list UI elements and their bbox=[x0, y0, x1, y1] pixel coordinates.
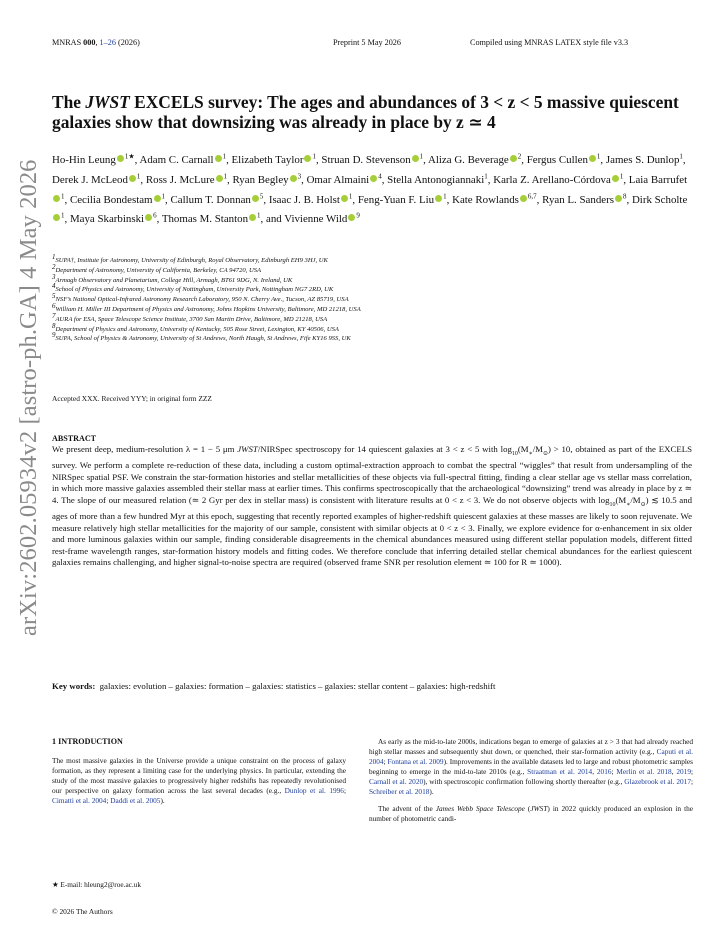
author-name: Karla Z. Arellano-Córdova bbox=[493, 173, 611, 186]
author-affiliation-mark: 1 bbox=[484, 172, 488, 181]
author-affiliation-mark: 2 bbox=[517, 152, 522, 161]
author-name: Vivienne Wild bbox=[284, 213, 348, 226]
author-affiliation-mark: 8 bbox=[622, 191, 627, 200]
citation-link[interactable]: Glazebrook et al. 2017 bbox=[624, 776, 691, 786]
pages-link[interactable]: 1–26 bbox=[99, 38, 116, 47]
citation-link[interactable]: Merlin et al. 2018 bbox=[616, 766, 672, 776]
author-name: Laia Barrufet bbox=[628, 173, 688, 186]
author-name: Feng-Yuan F. Liu bbox=[357, 193, 435, 206]
author-name: Maya Skarbinski bbox=[69, 213, 145, 226]
author-affiliation-mark: 9 bbox=[356, 211, 360, 220]
orcid-icon[interactable] bbox=[249, 214, 256, 221]
orcid-icon[interactable] bbox=[145, 214, 152, 221]
citation-link[interactable]: Cimatti et al. 2004 bbox=[52, 795, 107, 805]
intro-text: The advent of the bbox=[378, 804, 436, 814]
author-affiliation-mark: 1 bbox=[419, 152, 424, 161]
orcid-icon[interactable] bbox=[53, 214, 60, 221]
orcid-icon[interactable] bbox=[615, 195, 622, 202]
affiliation-text: Department of Astronomy, University of California, Berkeley, CA 94720, USA bbox=[55, 266, 262, 274]
orcid-icon[interactable] bbox=[215, 155, 222, 162]
author-affiliation-mark: 5 bbox=[259, 191, 264, 200]
author-name: Elizabeth Taylor bbox=[231, 154, 304, 166]
author-affiliation-mark: 6 bbox=[153, 211, 157, 220]
intro-column-left: The most massive galaxies in the Universe provide a unique constraint on the process of galaxy formation, as they represent a limiting case for the underlying physics. In particular, extending the study of the most massive galaxies to progressively higher redshifts has repeatedly revolutionised our perspective on galaxy formation across the last several decades (e.g., Dunlop et al. 1996; Cimatti et al. 2004; Daddi et al. 2005). bbox=[52, 756, 346, 805]
affiliation bbox=[52, 331, 692, 344]
abstract-heading: ABSTRACT bbox=[52, 434, 97, 443]
author-affiliation-mark: 1 bbox=[348, 191, 353, 200]
citation-link[interactable]: Carnall et al. 2020 bbox=[369, 776, 424, 786]
orcid-icon[interactable] bbox=[117, 155, 124, 162]
orcid-icon[interactable] bbox=[612, 175, 619, 182]
affiliation-text: NSF’s National Optical-Infrared Astronomy Research Laboratory, 950 N. Cherry Ave., Tucson, AZ 85719, USA bbox=[55, 296, 349, 304]
citation-link[interactable]: Straatman et al. 2014 bbox=[527, 766, 593, 776]
intro-text: ). Improvements in the available datasets led to large and robust photometric samples beginning to emerge in the mid-to-late 2010s (e.g., bbox=[369, 756, 694, 776]
copyright: © 2026 The Authors bbox=[52, 907, 113, 916]
author-affiliation-mark: 1 bbox=[596, 152, 601, 161]
author-affiliation-mark: 1 bbox=[61, 191, 65, 200]
affiliation-number: 3 bbox=[52, 272, 56, 281]
orcid-icon[interactable] bbox=[510, 155, 517, 162]
author-affiliation-mark: 1 bbox=[443, 191, 447, 200]
orcid-icon[interactable] bbox=[412, 155, 419, 162]
citation-link[interactable]: Caputi et al. 2004 bbox=[369, 746, 694, 766]
author-name: Derek J. McLeod bbox=[52, 173, 128, 186]
author-affiliation-mark: 1 bbox=[619, 172, 624, 181]
author-affiliation-mark: 4 bbox=[378, 172, 382, 181]
section-heading-introduction: 1 INTRODUCTION bbox=[52, 737, 123, 746]
author-name: Stella Antonogiannaki bbox=[387, 173, 485, 186]
orcid-icon[interactable] bbox=[129, 175, 136, 182]
affiliation-text: SUPA, School of Physics & Astronomy, University of St Andrews, North Haugh, St Andrews, Fife KY16 9SS, UK bbox=[55, 335, 351, 343]
orcid-icon[interactable] bbox=[435, 195, 442, 202]
affiliation bbox=[52, 272, 692, 286]
author-affiliation-mark: 3 bbox=[297, 172, 302, 181]
author-affiliation-mark: 1 bbox=[136, 172, 141, 181]
paper-title: The JWST EXCELS survey: The ages and abundances of 3 < z < 5 massive quiescent galaxies show that downsizing was already in place by z ≃ 4 bbox=[52, 92, 679, 132]
affiliation-number: 4 bbox=[52, 282, 56, 291]
author-affiliation-mark: 1 bbox=[222, 152, 227, 161]
author-name: Omar Almaini bbox=[306, 173, 370, 186]
orcid-icon[interactable] bbox=[53, 195, 60, 202]
accepted-line: Accepted XXX. Received YYY; in original form ZZZ bbox=[52, 394, 212, 403]
author-name: Ho-Hin Leung bbox=[52, 154, 116, 166]
affiliation bbox=[52, 262, 692, 276]
orcid-icon[interactable] bbox=[589, 155, 596, 162]
author-name: James S. Dunlop bbox=[605, 154, 680, 166]
author-name: Isaac J. B. Holst bbox=[268, 193, 340, 206]
author-name: Kate Rowlands bbox=[452, 193, 519, 206]
author-name: Thomas M. Stanton bbox=[161, 213, 249, 226]
author-name: Ryan Begley bbox=[232, 173, 289, 186]
author-affiliation-mark: 1 bbox=[161, 191, 166, 200]
affiliation-text: SUPA†, Institute for Astronomy, University of Edinburgh, Royal Observatory, Edinburgh EH9 3HJ, UK bbox=[55, 257, 328, 264]
author-name: Adam C. Carnall bbox=[139, 154, 214, 166]
affiliation-number: 8 bbox=[52, 321, 56, 330]
affiliation-number: 6 bbox=[52, 301, 56, 310]
intro-text-italic: James Webb Space Telescope bbox=[435, 804, 525, 814]
author-affiliation-mark: 6,7 bbox=[527, 191, 537, 200]
orcid-icon[interactable] bbox=[154, 195, 161, 202]
affiliation-number: 5 bbox=[52, 292, 56, 300]
affiliation-list bbox=[52, 252, 692, 344]
citation-link[interactable]: 2016 bbox=[596, 766, 612, 776]
affiliation bbox=[52, 321, 692, 335]
orcid-icon[interactable] bbox=[304, 155, 311, 162]
author-affiliation-mark: 1 bbox=[257, 211, 261, 220]
orcid-icon[interactable] bbox=[290, 175, 297, 182]
affiliation bbox=[52, 301, 692, 315]
intro-text-italic: JWST bbox=[530, 804, 548, 814]
intro-paragraph bbox=[369, 804, 693, 824]
author-name: Callum T. Donnan bbox=[170, 193, 251, 206]
preprint-date: Preprint 5 May 2026 bbox=[333, 38, 401, 47]
author-affiliation-mark: 1★ bbox=[124, 152, 135, 161]
orcid-icon[interactable] bbox=[348, 214, 355, 221]
affiliation-text: Armagh Observatory and Planetarium, College Hill, Armagh, BT61 9DG, N. Ireland, UK bbox=[55, 276, 293, 284]
affiliation bbox=[52, 292, 692, 305]
author-affiliation-mark: 1 bbox=[312, 152, 316, 161]
intro-text: ), with spectroscopic confirmation following shortly thereafter (e.g., bbox=[423, 776, 625, 786]
affiliation bbox=[52, 252, 692, 266]
keywords: Key words: galaxies: evolution – galaxies: formation – galaxies: statistics – galaxies: stellar content – galaxies: high-redshift bbox=[52, 681, 496, 691]
intro-text: ) in 2022 quickly produced an explosion in the number of photometric candi- bbox=[369, 804, 693, 824]
affiliation-number: 2 bbox=[52, 262, 56, 271]
author-list: Ho-Hin Leung $^{1★}$, Adam C. Carnall $^1$, Elizabeth Taylor $^1$, Struan D. Stevenson $^1$, Aliza G. Beverage $^2$, Fergus Cullen $^1$, James S. Dunlop$^1$, Derek J. McLeod $^1$, Ross J. McLure $^1$, Ryan Begley $^3$, Omar Almaini $^4$, Stella Antonogiannaki$^1$, Karla Z. Arellano-Córdova $^1$, Laia Barrufet$^1$, Cecilia Bondestam $^1$, Callum T. Donnan $^5$, Isaac J. B. Holst $^1$, Feng-Yuan F. Liu $^1$, Kate Rowlands $^{6,7}$, Ryan L. Sanders $^8$, Dirk Scholte$^1$, Maya Skarbinski $^6$, Thomas M. Stanton $^1$, and Vivienne Wild $^9$ bbox=[52, 152, 688, 226]
orcid-icon[interactable] bbox=[252, 195, 259, 202]
abstract-text: We present deep, medium-resolution λ = 1 − 5 μm JWST/NIRSpec spectroscopy for 14 quiescent galaxies at 3 < z < 5 with $\log_{10}(M_∗/M_⊙) > 10$, obtained as part of the EXCELS survey. We perform a complete re-reduction of these data, including a custom optimal-extraction approach to combat the spectral “wiggles” that result from undersampling of the NIRSpec spatial PSF. We constrain the star-formation histories and stellar metallicities of these objects via full-spectral fitting, finding a clear stellar age vs stellar mass correlation, in which more massive galaxies assembled their stellar mass at earlier times. This confirms spectroscopically that the archaeological “downsizing” trend was already in place by z ≃ 4. The slope of our measured relation (≃ 2 Gyr per dex in stellar mass) is consistent with literature results at 0 < z < 3. We do not observe objects with $\log_{10}(M_∗/M_⊙)$ ≲ 10.5 and ages of more than a few hundred Myr at this epoch, suggesting that recently reported examples of higher-redshift quiescent galaxies at these masses are likely to soon rejuvenate. We measure relatively high stellar metallicities for the majority of our sample, consistent with similar objects at 0 < z < 3. Finally, we explore evidence for α-enhancement in six older and more luminous galaxies within our sample, finding considerable disagreements in the chemical abundances measured using different stellar population models, different fitted rest-frame wavelength ranges, star-formation history models and fitting codes. We therefore conclude that inferring detailed stellar chemical abundances for the earliest quiescent galaxies remains challenging, and higher signal-to-noise spectra are required (observed frame SNR per resolution element ≃ 100 for R ≃ 1000). bbox=[52, 444, 692, 568]
author-affiliation-mark: 1 bbox=[679, 152, 683, 161]
citation-link[interactable]: Daddi et al. 2005 bbox=[110, 795, 161, 805]
author-name: Struan D. Stevenson bbox=[321, 154, 411, 166]
citation-link[interactable]: 2019 bbox=[676, 766, 691, 776]
affiliation-number: 9 bbox=[52, 331, 56, 340]
orcid-icon[interactable] bbox=[370, 175, 377, 182]
intro-paragraph: As early as the mid-to-late 2000s, indications began to emerge of galaxies at z > 3 that had already reached high stellar masses and subsequently shut down, or quenched, their star-formation activity (e.g., Caputi et al. 2004; Fontana et al. 2009). Improvements in the available datasets led to large and robust photometric samples beginning to emerge in the mid-to-late 2010s (e.g., Straatman et al. 2014, 2016; Merlin et al. 2018, 2019; Carnall et al. 2020), with spectroscopic confirmation following shortly thereafter (e.g., Glazebrook et al. 2017; Schreiber et al. 2018). bbox=[369, 737, 694, 796]
author-name: Ryan L. Sanders bbox=[542, 193, 614, 206]
affiliation bbox=[52, 311, 692, 325]
affiliation-text: AURA for ESA, Space Telescope Science Institute, 3700 San Martin Drive, Baltimore, MD 21218, USA bbox=[55, 315, 328, 323]
intro-text: ( bbox=[524, 804, 531, 814]
author-name: Aliza G. Beverage bbox=[428, 154, 509, 166]
arxiv-stamp: arXiv:2602.05934v2 [astro-ph.GA] 4 May 2026 bbox=[15, 159, 42, 636]
author-affiliation-mark: 1 bbox=[61, 211, 65, 220]
author-name: Ross J. McLure bbox=[145, 173, 215, 186]
orcid-icon[interactable] bbox=[341, 195, 348, 202]
affiliation-number: 1 bbox=[52, 252, 56, 261]
author-name: Cecilia Bondestam bbox=[69, 193, 153, 206]
affiliation-text: School of Physics and Astronomy, University of Nottingham, University Park, Nottingham NG7 2RD, UK bbox=[55, 286, 334, 294]
author-name: Dirk Scholte bbox=[631, 193, 688, 206]
intro-text: As early as the mid-to-late 2000s, indications began to emerge of galaxies at z > 3 that had already reached high stellar masses and subsequently shut down, or quenched, their star-formation activity (e.g., bbox=[369, 737, 693, 756]
citation-link[interactable]: Fontana et al. 2009 bbox=[387, 756, 444, 766]
intro-column-right bbox=[369, 737, 693, 824]
affiliation bbox=[52, 282, 692, 295]
intro-text: The most massive galaxies in the Universe provide a unique constraint on the process of galaxy formation, as they represent a limiting case for the underlying physics. In particular, extending the study of the most massive galaxies to progressively higher redshifts has repeatedly revolutionised our perspective on galaxy formation across the last several decades (e.g., bbox=[52, 756, 346, 795]
orcid-icon[interactable] bbox=[216, 175, 223, 182]
author-affiliation-mark: 1 bbox=[223, 172, 228, 181]
journal-reference: MNRAS 000, 1–26 (2026) bbox=[52, 38, 140, 47]
orcid-icon[interactable] bbox=[520, 195, 527, 202]
affiliation-text: Department of Physics and Astronomy, University of Kentucky, 505 Rose Street, Lexington, KY 40506, USA bbox=[55, 325, 339, 333]
affiliation-number: 7 bbox=[52, 311, 56, 320]
affiliation-text: William H. Miller III Department of Physics and Astronomy, Johns Hopkins University, Baltimore, MD 21218, USA bbox=[55, 305, 361, 313]
citation-link[interactable]: Schreiber et al. 2018 bbox=[369, 786, 430, 796]
citation-link[interactable]: Dunlop et al. 1996 bbox=[284, 785, 344, 795]
author-name: Fergus Cullen bbox=[526, 154, 588, 166]
style-file-note: Compiled using MNRAS LATEX style file v3.3 bbox=[470, 38, 629, 47]
email-footnote: ★ E-mail: hleung2@roe.ac.uk bbox=[52, 880, 142, 889]
